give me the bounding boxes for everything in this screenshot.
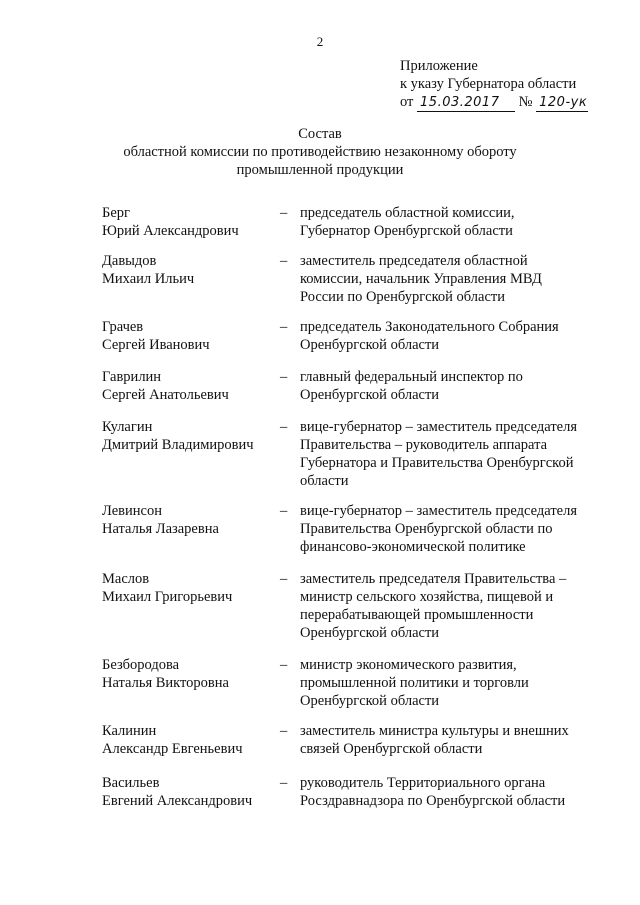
member-dash: – [280,253,288,269]
member-name [102,418,277,454]
member-position-line: главный федеральный инспектор по [300,369,523,385]
member-position [300,204,600,240]
member-dash: – [280,723,288,739]
member-given-name: Юрий Александрович [102,223,239,239]
member-dash: – [280,503,288,519]
member-position-line: Оренбургской области [300,693,440,709]
member-position [300,502,600,556]
member-name [102,252,277,288]
member-given-name: Сергей Иванович [102,337,210,353]
member-position-line: вице-губернатор – заместитель председателя [300,503,577,519]
member-position [300,368,600,404]
member-position-line: Губернатора и Правительства Оренбургской [300,455,574,471]
member-given-name: Михаил Ильич [102,271,195,287]
member-position-line: Росздравнадзора по Оренбургской области [300,793,566,809]
member-surname: Маслов [102,571,150,587]
decree-date: 15.03.2017 [417,95,515,112]
member-position [300,418,600,490]
member-name [102,570,277,606]
member-surname: Левинсон [102,503,162,519]
member-given-name: Евгений Александрович [102,793,253,809]
appendix-decree-reference: к указу Губернатора области [400,76,577,92]
member-surname: Кулагин [102,419,153,435]
member-dash: – [280,657,288,673]
member-dash: – [280,205,288,221]
member-position-line: заместитель председателя Правительства – [300,571,567,587]
number-sign: № [518,94,533,110]
member-position-line: Оренбургской области [300,625,440,641]
member-position-line: министр экономического развития, [300,657,517,673]
title-line-3: промышленной продукции [236,162,404,178]
member-dash: – [280,775,288,791]
member-position [300,318,600,354]
member-dash: – [280,369,288,385]
member-surname: Берг [102,205,130,221]
member-given-name: Дмитрий Владимирович [102,437,254,453]
appendix-date-number-line [400,93,588,112]
member-position-line: Оренбургской области [300,387,440,403]
member-position-line: комиссии, начальник Управления МВД [300,271,542,287]
member-given-name: Сергей Анатольевич [102,387,229,403]
member-given-name: Наталья Лазаревна [102,521,219,537]
member-position-line: финансово-экономической политике [300,539,526,555]
member-given-name: Наталья Викторовна [102,675,229,691]
member-dash: – [280,319,288,335]
member-dash: – [280,571,288,587]
member-position-line: министр сельского хозяйства, пищевой и [300,589,554,605]
member-position-line: России по Оренбургской области [300,289,506,305]
member-surname: Грачев [102,319,144,335]
member-position-line: заместитель председателя областной [300,253,528,269]
member-position [300,722,600,758]
member-surname: Давыдов [102,253,157,269]
member-surname: Васильев [102,775,160,791]
from-prefix: от [400,94,414,110]
title-line-1: Состав [298,126,342,142]
page-number: 2 [316,34,324,49]
member-dash: – [280,419,288,435]
member-name [102,722,277,758]
member-position [300,252,600,306]
member-position [300,656,600,710]
appendix-title: Приложение [400,58,478,74]
member-position-line: руководитель Территориального органа [300,775,546,791]
appendix-block [400,57,588,112]
member-position-line: председатель Законодательного Собрания [300,319,559,335]
member-surname: Калинин [102,723,157,739]
member-given-name: Александр Евгеньевич [102,741,243,757]
member-position-line: Правительства – руководитель аппарата [300,437,548,453]
member-position-line: Правительства Оренбургской области по [300,521,553,537]
title-line-2: областной комиссии по противодействию незаконному обороту [123,144,517,160]
member-position [300,570,600,642]
document-title [0,125,640,179]
member-given-name: Михаил Григорьевич [102,589,233,605]
member-surname: Гаврилин [102,369,162,385]
member-name [102,656,277,692]
decree-number: 120-ук [536,95,588,112]
member-name [102,368,277,404]
member-position-line: промышленной политики и торговли [300,675,529,691]
member-position-line: председатель областной комиссии, [300,205,515,221]
member-name [102,318,277,354]
member-position-line: Оренбургской области [300,337,440,353]
member-position-line: области [300,473,349,489]
member-name [102,774,277,810]
member-position-line: перерабатывающей промышленности [300,607,534,623]
member-surname: Безбородова [102,657,180,673]
member-position [300,774,600,810]
member-position-line: заместитель министра культуры и внешних [300,723,569,739]
member-position-line: вице-губернатор – заместитель председателя [300,419,577,435]
member-position-line: Губернатор Оренбургской области [300,223,513,239]
member-name [102,204,277,240]
member-position-line: связей Оренбургской области [300,741,483,757]
member-name [102,502,277,538]
